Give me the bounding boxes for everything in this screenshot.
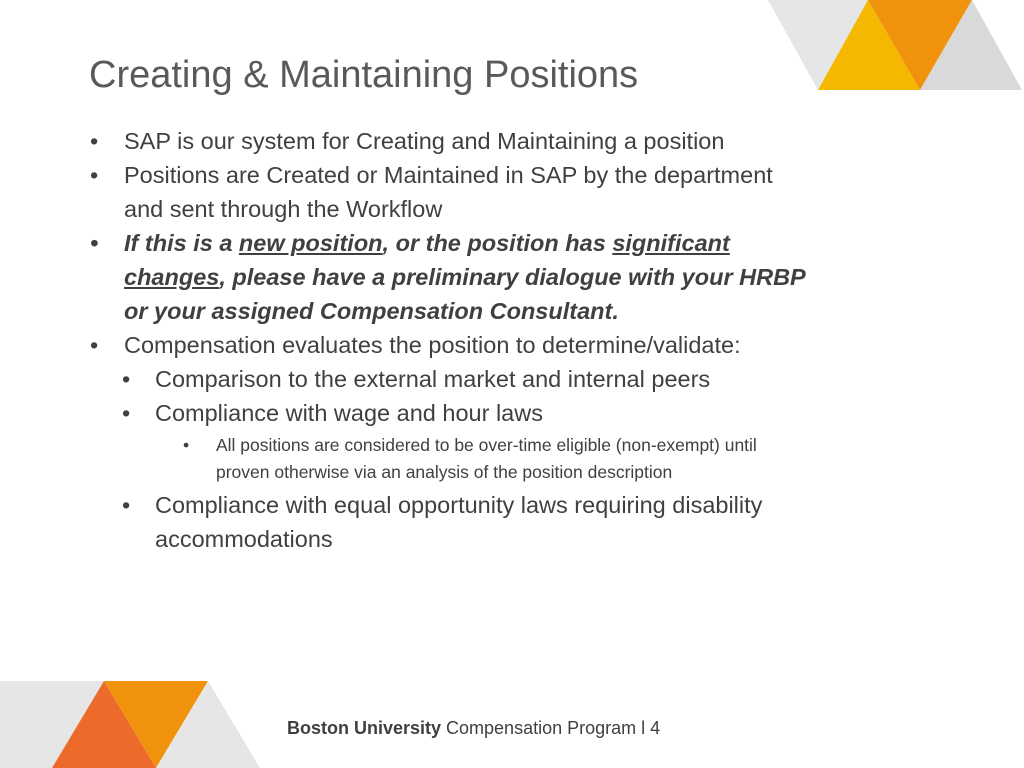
bullet-item-emphasis: [89, 226, 809, 328]
sub-bullet-item: [89, 488, 809, 556]
emphasis-text: , please have a preliminary dialogue with your HRBP or your assigned Compensation Consultant.: [124, 264, 805, 324]
footer-separator: l: [641, 718, 646, 738]
new-position-underlined: new position: [238, 230, 383, 256]
sub-bullet-item: [89, 362, 809, 396]
bullet-dot: •: [90, 128, 99, 154]
bullet-item: [89, 124, 809, 158]
slide-title: Creating & Maintaining Positions: [89, 54, 639, 96]
bullet-item: [89, 158, 809, 226]
sub-bullet-text: Compliance with equal opportunity laws requiring disability accommodations: [155, 492, 763, 552]
bullet-list: [89, 124, 809, 556]
sub-bullet-text: Compliance with wage and hour laws: [155, 400, 543, 426]
footer-program: Compensation Program: [441, 718, 637, 738]
footer: [287, 718, 660, 739]
bullet-dot: •: [122, 366, 131, 392]
bullet-text: SAP is our system for Creating and Maintaining a position: [124, 128, 725, 154]
sub-sub-bullet-text: All positions are considered to be over-time eligible (non-exempt) until proven otherwise via an analysis of the position description: [216, 435, 757, 482]
emphasis-text: If this is a: [124, 230, 239, 256]
bullet-text: Compensation evaluates the position to determine/validate:: [124, 332, 741, 358]
emphasis-text: , or the position has: [382, 230, 613, 256]
bullet-dot: •: [90, 332, 99, 358]
bullet-dot: •: [122, 400, 131, 426]
bullet-dot: •: [90, 162, 99, 188]
sub-bullet-item: [89, 396, 809, 430]
bullet-dot: •: [183, 435, 190, 455]
page-number: 4: [650, 718, 661, 738]
sub-sub-bullet-item: [89, 432, 809, 486]
footer-org: Boston University: [287, 718, 442, 738]
bullet-dot: •: [122, 492, 131, 518]
bullet-dot: •: [90, 230, 99, 256]
bullet-text: Positions are Created or Maintained in SAP by the department and sent through the Workflow: [124, 162, 773, 222]
significant-changes-underlined: significant changes: [124, 230, 730, 290]
sub-bullet-text: Comparison to the external market and internal peers: [155, 366, 711, 392]
bullet-item: [89, 328, 809, 362]
